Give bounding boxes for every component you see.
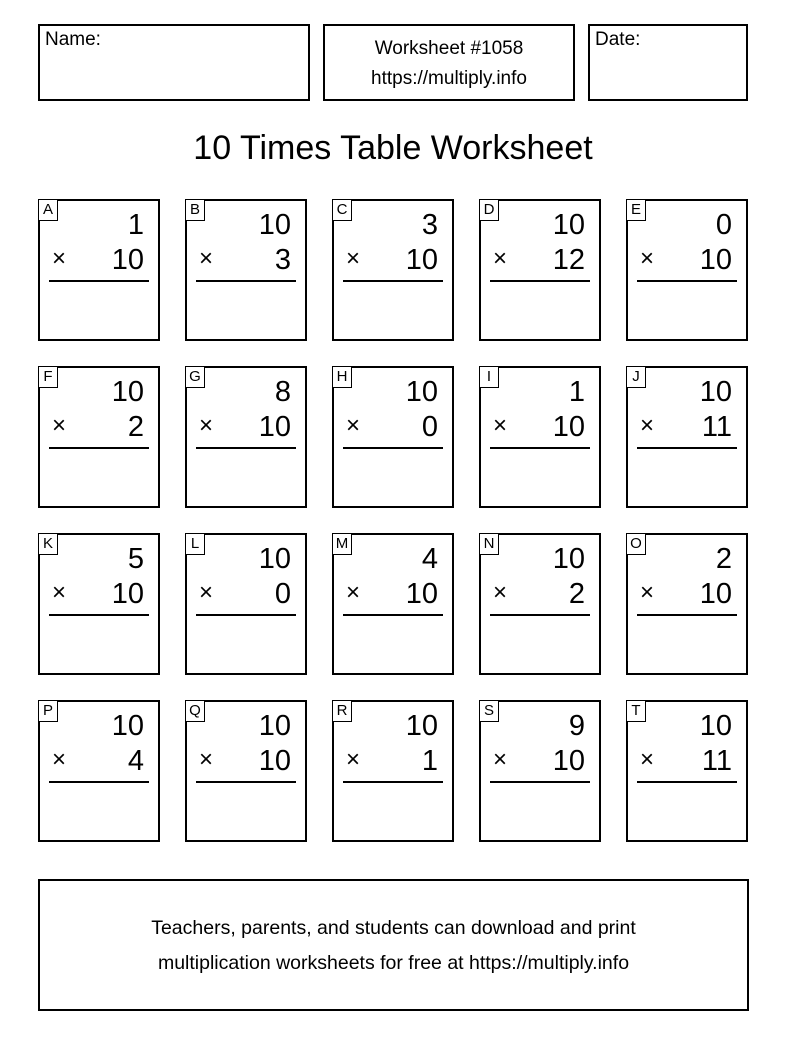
problem-card[interactable] [479, 533, 601, 675]
multiplicand: 10 [405, 376, 438, 408]
footer-line-1: Teachers, parents, and students can download and print [151, 917, 636, 939]
problem-letter: F [38, 366, 58, 388]
problem-card[interactable] [626, 199, 748, 341]
times-sign: × [640, 412, 655, 439]
times-sign: × [493, 746, 508, 773]
multiplicand: 4 [421, 543, 438, 575]
multiplicand: 10 [552, 209, 585, 241]
multiplicand: 3 [421, 209, 438, 241]
multiplicand: 10 [699, 376, 732, 408]
problem-card[interactable] [626, 700, 748, 842]
times-sign: × [493, 245, 508, 272]
multiplier: 10 [405, 244, 438, 276]
multiplicand: 8 [274, 376, 291, 408]
multiplier: 10 [258, 411, 291, 443]
multiplier: 10 [258, 745, 291, 777]
answer-line [637, 280, 737, 282]
times-sign: × [199, 412, 214, 439]
problem-letter: B [185, 199, 205, 221]
multiplicand: 10 [552, 543, 585, 575]
answer-line [196, 280, 296, 282]
answer-line [490, 280, 590, 282]
multiplier: 10 [405, 578, 438, 610]
times-sign: × [199, 746, 214, 773]
multiplicand: 2 [715, 543, 732, 575]
answer-line [490, 614, 590, 616]
problem-letter: A [38, 199, 58, 221]
times-sign: × [52, 245, 67, 272]
times-sign: × [640, 579, 655, 606]
multiplicand: 5 [127, 543, 144, 575]
times-sign: × [493, 579, 508, 606]
multiplier: 1 [421, 745, 438, 777]
problem-letter: C [332, 199, 352, 221]
multiplier: 12 [552, 244, 585, 276]
problem-card[interactable] [626, 366, 748, 508]
times-sign: × [346, 579, 361, 606]
answer-line [637, 447, 737, 449]
problem-letter: P [38, 700, 58, 722]
multiplier: 10 [699, 244, 732, 276]
problem-card[interactable] [185, 199, 307, 341]
footer-box [38, 879, 749, 1011]
multiplier: 3 [274, 244, 291, 276]
times-sign: × [199, 579, 214, 606]
problem-letter: D [479, 199, 499, 221]
footer-line-2: multiplication worksheets for free at https://multiply.info [157, 952, 630, 974]
problem-letter: E [626, 199, 646, 221]
answer-line [49, 614, 149, 616]
answer-line [637, 781, 737, 783]
multiplicand: 1 [127, 209, 144, 241]
worksheet-url[interactable]: https://multiply.info [371, 68, 527, 89]
worksheet-number: Worksheet #1058 [374, 38, 524, 59]
multiplier: 0 [421, 411, 438, 443]
answer-line [196, 781, 296, 783]
answer-line [49, 781, 149, 783]
problem-letter: S [479, 700, 499, 722]
problem-letter: G [185, 366, 205, 388]
problem-letter: M [332, 533, 352, 555]
multiplier: 10 [111, 578, 144, 610]
worksheet-info-box [323, 24, 575, 101]
problem-letter: L [185, 533, 205, 555]
times-sign: × [52, 579, 67, 606]
name-label: Name: [45, 29, 101, 50]
date-label: Date: [595, 29, 641, 50]
problem-card[interactable] [626, 533, 748, 675]
problem-card[interactable] [332, 700, 454, 842]
answer-line [49, 447, 149, 449]
multiplicand: 10 [111, 710, 144, 742]
multiplicand: 0 [715, 209, 732, 241]
answer-line [490, 781, 590, 783]
times-sign: × [346, 746, 361, 773]
multiplier: 2 [127, 411, 144, 443]
problem-letter: N [479, 533, 499, 555]
times-sign: × [640, 746, 655, 773]
answer-line [343, 614, 443, 616]
answer-line [49, 280, 149, 282]
name-field[interactable] [38, 24, 310, 101]
multiplier: 10 [699, 578, 732, 610]
problem-card[interactable] [38, 199, 160, 341]
problem-letter: K [38, 533, 58, 555]
multiplicand: 1 [568, 376, 585, 408]
answer-line [637, 614, 737, 616]
multiplier: 10 [552, 411, 585, 443]
answer-line [343, 447, 443, 449]
times-sign: × [640, 245, 655, 272]
problem-letter: I [479, 366, 499, 388]
problem-letter: R [332, 700, 352, 722]
problem-card[interactable] [38, 700, 160, 842]
times-sign: × [199, 245, 214, 272]
multiplicand: 10 [699, 710, 732, 742]
answer-line [196, 447, 296, 449]
times-sign: × [52, 412, 67, 439]
problem-card[interactable] [185, 533, 307, 675]
problem-card[interactable] [332, 199, 454, 341]
problem-card[interactable] [332, 533, 454, 675]
problem-letter: T [626, 700, 646, 722]
problem-card[interactable] [479, 366, 601, 508]
worksheet-title: 10 Times Table Worksheet [193, 129, 593, 167]
answer-line [490, 447, 590, 449]
times-sign: × [346, 245, 361, 272]
problem-card[interactable] [185, 700, 307, 842]
problem-letter: H [332, 366, 352, 388]
multiplier: 10 [552, 745, 585, 777]
times-sign: × [493, 412, 508, 439]
multiplier: 11 [701, 745, 732, 777]
date-field[interactable] [588, 24, 748, 101]
multiplier: 11 [701, 411, 732, 443]
times-sign: × [346, 412, 361, 439]
multiplier: 10 [111, 244, 144, 276]
problem-card[interactable] [479, 700, 601, 842]
multiplicand: 10 [258, 209, 291, 241]
problem-letter: Q [185, 700, 205, 722]
problem-letter: J [626, 366, 646, 388]
answer-line [196, 614, 296, 616]
multiplier: 4 [127, 745, 144, 777]
problem-card[interactable] [479, 199, 601, 341]
multiplicand: 10 [258, 543, 291, 575]
multiplier: 2 [568, 578, 585, 610]
answer-line [343, 280, 443, 282]
times-sign: × [52, 746, 67, 773]
multiplicand: 9 [568, 710, 585, 742]
problem-card[interactable] [38, 366, 160, 508]
problem-letter: O [626, 533, 646, 555]
problem-card[interactable] [38, 533, 160, 675]
multiplicand: 10 [111, 376, 144, 408]
answer-line [343, 781, 443, 783]
multiplicand: 10 [258, 710, 291, 742]
problem-card[interactable] [185, 366, 307, 508]
multiplier: 0 [274, 578, 291, 610]
multiplicand: 10 [405, 710, 438, 742]
problem-card[interactable] [332, 366, 454, 508]
